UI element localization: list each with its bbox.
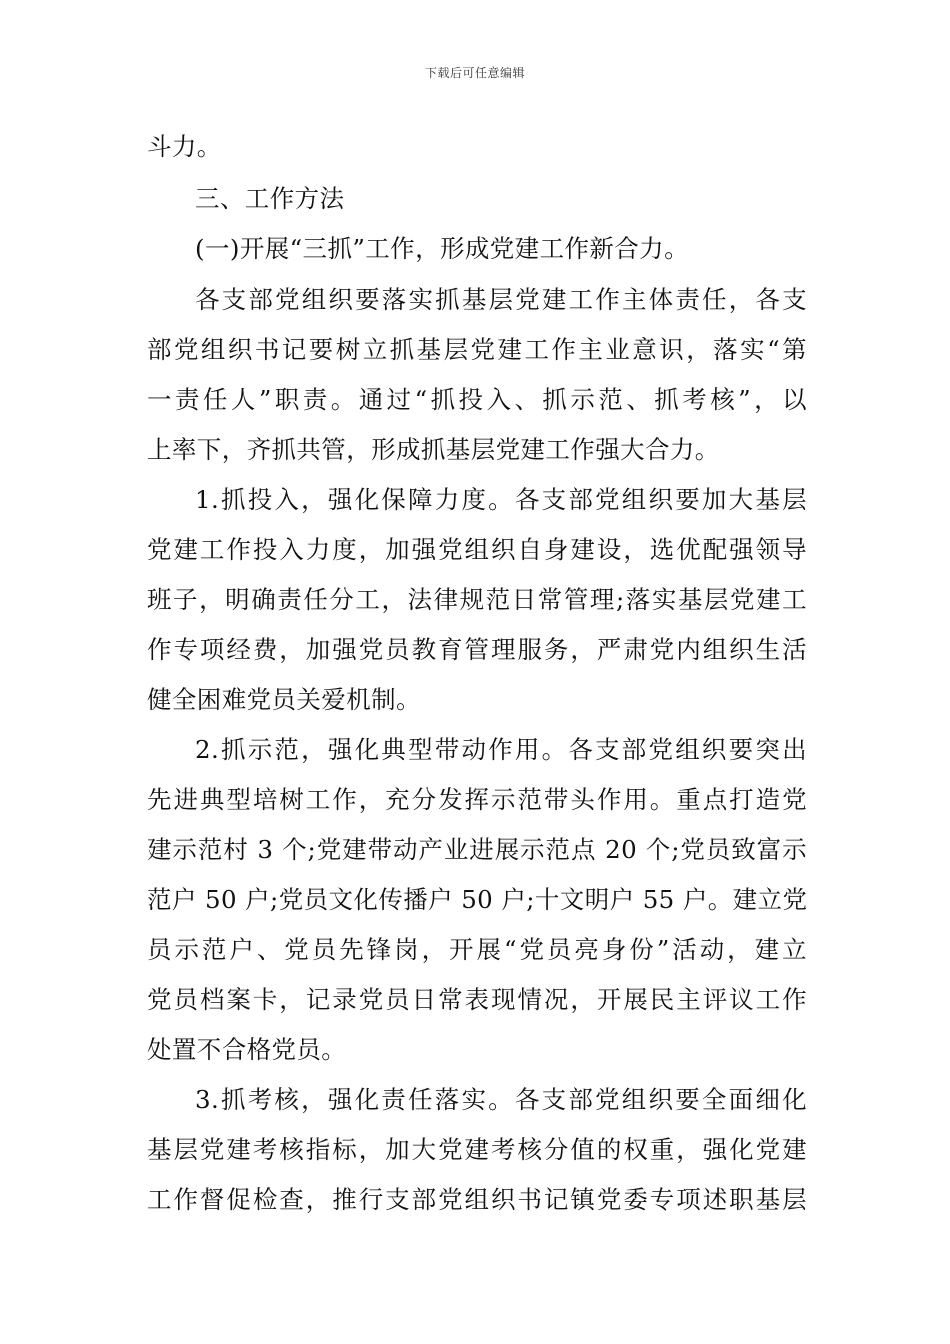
text-line: 班子，明确责任分工，法律规范日常管理;落实基层党建工 bbox=[147, 585, 807, 614]
text-line: 1.抓投入，强化保障力度。各支部党组织要加大基层 bbox=[195, 485, 807, 514]
text-line: 员示范户、党员先锋岗，开展“党员亮身份”活动，建立 bbox=[147, 935, 807, 964]
text-line: 工作督促检查，推行支部党组织书记镇党委专项述职基层 bbox=[147, 1185, 807, 1214]
text-line: 处置不合格党员。 bbox=[147, 1035, 347, 1064]
text-line: 基层党建考核指标，加大党建考核分值的权重，强化党建 bbox=[147, 1135, 807, 1164]
text-line: 先进典型培树工作，充分发挥示范带头作用。重点打造党 bbox=[147, 785, 807, 814]
text-line: 2.抓示范，强化典型带动作用。各支部党组织要突出 bbox=[195, 735, 807, 764]
section-heading: 三、工作方法 bbox=[195, 184, 345, 213]
text-line: 建示范村 3 个;党建带动产业进展示范点 20 个;党员致富示 bbox=[147, 835, 807, 864]
text-line: 3.抓考核，强化责任落实。各支部党组织要全面细化 bbox=[195, 1085, 807, 1114]
subsection-heading: (一)开展“三抓”工作，形成党建工作新合力。 bbox=[195, 234, 689, 263]
text-line: 斗力。 bbox=[147, 132, 222, 161]
page-header: 下载后可任意编辑 bbox=[424, 66, 525, 80]
text-line: 各支部党组织要落实抓基层党建工作主体责任，各支 bbox=[195, 285, 807, 314]
text-line: 部党组织书记要树立抓基层党建工作主业意识，落实“第 bbox=[147, 335, 807, 364]
text-line: 上率下，齐抓共管，形成抓基层党建工作强大合力。 bbox=[147, 435, 720, 464]
text-line: 范户 50 户;党员文化传播户 50 户;十文明户 55 户。建立党 bbox=[147, 885, 808, 914]
text-line: 作专项经费，加强党员教育管理服务，严肃党内组织生活 bbox=[147, 635, 807, 664]
text-line: 一责任人”职责。通过“抓投入、抓示范、抓考核”，以 bbox=[147, 385, 807, 414]
text-line: 健全困难党员关爱机制。 bbox=[147, 685, 421, 714]
text-line: 党建工作投入力度，加强党组织自身建设，选优配强领导 bbox=[147, 535, 807, 564]
text-line: 党员档案卡，记录党员日常表现情况，开展民主评议工作 bbox=[147, 985, 807, 1014]
